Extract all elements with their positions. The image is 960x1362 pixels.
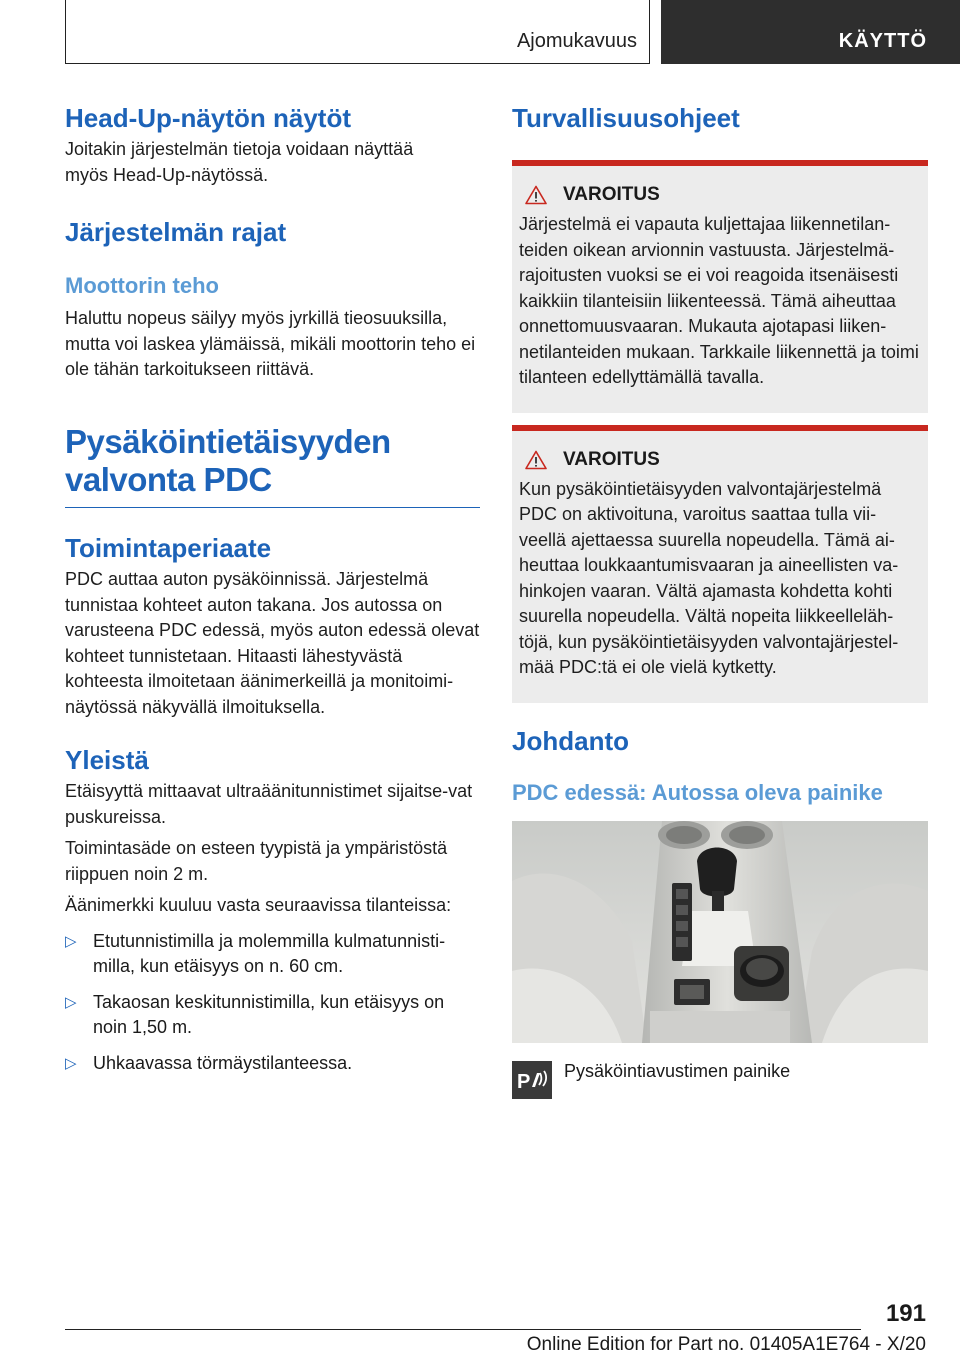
- header-chapter-tab: [661, 0, 960, 64]
- front-pdc-heading: PDC edessä: Autossa oleva painike: [512, 779, 883, 805]
- header-section-box: [65, 0, 650, 64]
- hud-heading: Head-Up-näytön näytöt: [65, 103, 351, 133]
- warning-text-1: Järjestelmä ei vapauta kuljettajaa liikennetilan-teiden oikean arvionnin vastuusta. Järjestelmä-rajoitusten vuoksi se ei voi reagoida itsenäisesti kaikkiin tilanteisiin liikenteessä. Tämä aiheuttaa onnettomuusvaaran. Mukauta ajotapasi liiken-netilanteiden mukaan. Tarkkaile liikennettä ja toimi tilanteen edellyttämällä tavalla.: [519, 214, 919, 387]
- footer-edition-text: Online Edition for Part no. 01405A1E764 - X/20: [526, 1334, 926, 1355]
- caption-text: Pysäköintiavustimen painike: [564, 1060, 791, 1081]
- warning-label: VAROITUS: [563, 184, 660, 205]
- principle-heading: Toimintaperiaate: [65, 533, 272, 563]
- page-number: 191: [885, 1300, 926, 1327]
- figure-caption: [512, 1061, 928, 1099]
- pdc-title-line2: valvonta PDC: [65, 460, 272, 498]
- hud-paragraph: Joitakin järjestelmän tietoja voidaan näyttää myös Head-Up-näytössä.: [65, 139, 414, 185]
- center-console-photo: [512, 821, 928, 1043]
- warning-label: VAROITUS: [563, 448, 660, 470]
- warning-box-1: [512, 160, 928, 413]
- engine-heading: Moottorin teho: [65, 273, 219, 298]
- pdc-title: [65, 423, 480, 499]
- park-assist-button-icon: [512, 1061, 552, 1099]
- safety-heading: Turvallisuusohjeet: [512, 103, 740, 133]
- warning-triangle-icon: [525, 450, 547, 470]
- condition-list: [65, 929, 480, 1077]
- general-paragraph-3: Äänimerkki kuuluu vasta seuraavissa tilanteissa:: [65, 895, 452, 915]
- limits-heading: Järjestelmän rajat: [65, 217, 287, 247]
- triangle-bullet-icon: ▷: [65, 993, 77, 1011]
- footer-divider: [65, 1329, 861, 1330]
- header-section-title: Ajomukavuus: [516, 30, 637, 52]
- left-column: [65, 102, 480, 1076]
- general-paragraph-2: Toimintasäde on esteen tyypistä ja ympäristöstä riippuen noin 2 m.: [65, 838, 448, 884]
- warning-triangle-icon: [525, 185, 547, 205]
- general-paragraph-1: Etäisyyttä mittaavat ultraäänitunnistimet sijaitse-vat puskureissa.: [65, 781, 473, 827]
- center-console-illustration: [512, 821, 928, 1043]
- warning-box-2: [512, 425, 928, 703]
- engine-paragraph: Haluttu nopeus säilyy myös jyrkillä tieosuuksilla, mutta voi laskea ylämäissä, mikäli moottorin teho ei ole tähän tarkoitukseen riittävä.: [65, 308, 476, 379]
- header-chapter-label: KÄYTTÖ: [838, 30, 927, 52]
- right-column: [512, 102, 928, 1099]
- svg-text:P: P: [517, 1070, 531, 1093]
- intro-heading: Johdanto: [512, 725, 629, 756]
- triangle-bullet-icon: ▷: [65, 1054, 77, 1072]
- list-item: ▷ Takaosan keskitunnistimilla, kun etäisyys on noin 1,50 m.: [65, 991, 445, 1037]
- general-heading: Yleistä: [65, 745, 149, 775]
- triangle-bullet-icon: ▷: [65, 932, 77, 950]
- warning-text-2: Kun pysäköintietäisyyden valvontajärjestelmä PDC on aktivoituna, varoitus saattaa tulla vii-veellä ajettaessa suurella nopeudella. Tämä ai-heuttaa loukkaantumisvaaran ja aineellisten va-hinkojen vaaran. Vältä ajamasta kohdetta kohti suurella nopeudella. Vältä nopeita liikkeelleläh-töjä, kun pysäköintietäisyyden valvontajärjestel-mää PDC:tä ei ole vielä kytketty.: [519, 478, 899, 677]
- list-item: ▷ Uhkaavassa törmäystilanteessa.: [65, 1051, 480, 1077]
- pdc-title-line1: Pysäköintietäisyyden: [65, 422, 391, 460]
- principle-paragraph: PDC auttaa auton pysäköinnissä. Järjestelmä tunnistaa kohteet auton takana. Jos autossa on varusteena PDC edessä, myös auton edessä olevat kohteet tunnistetaan. Hitaasti lähestyvästä kohteesta ilmoitetaan äänimerkeillä ja monitoimi-näytössä näkyvällä ilmoituksella.: [65, 569, 480, 717]
- title-divider: [65, 507, 480, 509]
- list-item: ▷ Etutunnistimilla ja molemmilla kulmatunnisti-milla, kun etäisyys on n. 60 cm.: [65, 930, 446, 976]
